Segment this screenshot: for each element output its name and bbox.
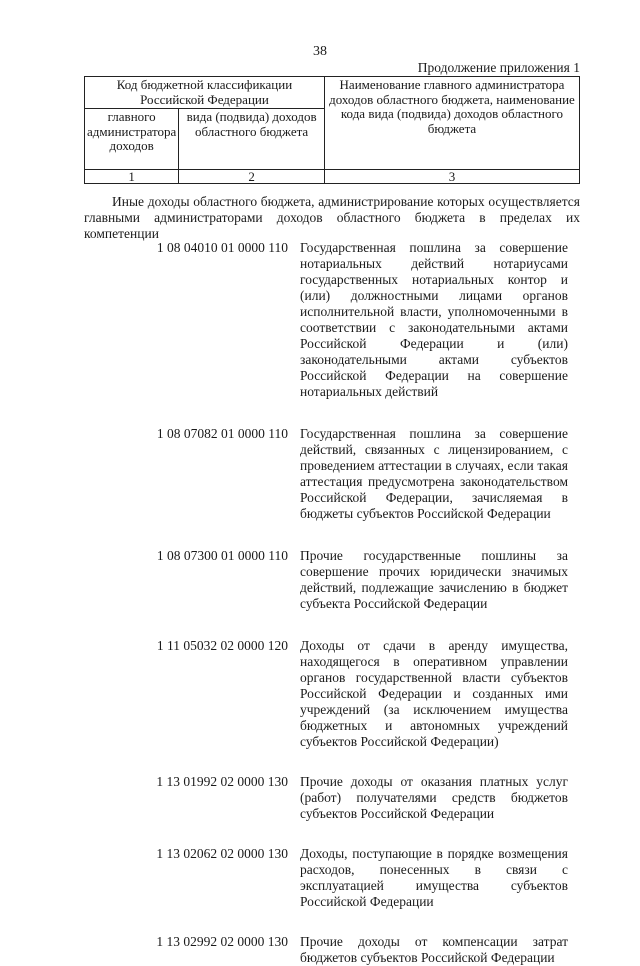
list-item xyxy=(0,548,640,612)
header-admin-column: главного администратора доходов xyxy=(85,109,179,170)
entry-code: 1 11 05032 02 0000 120 xyxy=(156,638,288,653)
header-num-1: 1 xyxy=(85,170,179,184)
entries-list xyxy=(0,240,640,966)
entry-text: Доходы от сдачи в аренду имущества, находящегося в оперативном управлении органов государственной власти субъектов Российской Федерации и созданных ими учреждений (за исключением имущества бюджетных и автономных учреждений субъектов Российской Федерации) xyxy=(300,638,568,749)
list-item xyxy=(0,426,640,522)
header-table xyxy=(84,76,580,184)
list-item xyxy=(0,240,640,400)
entry-code: 1 13 02992 02 0000 130 xyxy=(156,934,288,949)
list-item xyxy=(0,846,640,910)
entry-text: Прочие доходы от оказания платных услуг (работ) получателями средств бюджетов субъектов Российской Федерации xyxy=(300,774,568,821)
header-num-3: 3 xyxy=(324,170,579,184)
entry-code: 1 08 07082 01 0000 110 xyxy=(156,426,288,441)
header-kind-column: вида (подвида) доходов областного бюджета xyxy=(179,109,325,170)
list-item xyxy=(0,638,640,750)
entry-text: Государственная пошлина за совершение нотариальных действий нотариусами государственных нотариальных контор и (или) должностными лицами органов исполнительной власти, уполномоченными в соответствии с законодательными актами Российской Федерации и (или) законодательными актами субъектов Российской Федерации на совершение нотариальных действий xyxy=(300,240,568,399)
entry-text: Доходы, поступающие в порядке возмещения расходов, понесенных в связи с эксплуатацией имущества субъектов Российской Федерации xyxy=(300,846,568,909)
section-intro: Иные доходы областного бюджета, администрирование которых осуществляется главными администраторами доходов областного бюджета в пределах их компетенции xyxy=(84,194,580,241)
list-item xyxy=(0,774,640,822)
entry-code: 1 08 07300 01 0000 110 xyxy=(156,548,288,563)
continuation-label: Продолжение приложения 1 xyxy=(417,60,580,75)
list-item xyxy=(0,934,640,966)
entry-text: Государственная пошлина за совершение действий, связанных с лицензированием, с проведением аттестации в случаях, если такая аттестация предусмотрена законодательством Российской Федерации, зачисляемая в бюджеты субъектов Российской Федерации xyxy=(300,426,568,521)
entry-code: 1 13 01992 02 0000 130 xyxy=(156,774,288,789)
header-num-2: 2 xyxy=(179,170,325,184)
page-number: 38 xyxy=(313,44,327,59)
entry-code: 1 08 04010 01 0000 110 xyxy=(156,240,288,255)
header-code-group: Код бюджетной классификации Российской Федерации xyxy=(85,77,325,109)
header-name-column: Наименование главного администратора доходов областного бюджета, наименование кода вида (подвида) доходов областного бюджета xyxy=(324,77,579,170)
entry-code: 1 13 02062 02 0000 130 xyxy=(156,846,288,861)
entry-text: Прочие доходы от компенсации затрат бюджетов субъектов Российской Федерации xyxy=(300,934,568,965)
entry-text: Прочие государственные пошлины за совершение прочих юридически значимых действий, подлежащие зачислению в бюджет субъекта Российской Федерации xyxy=(300,548,568,611)
